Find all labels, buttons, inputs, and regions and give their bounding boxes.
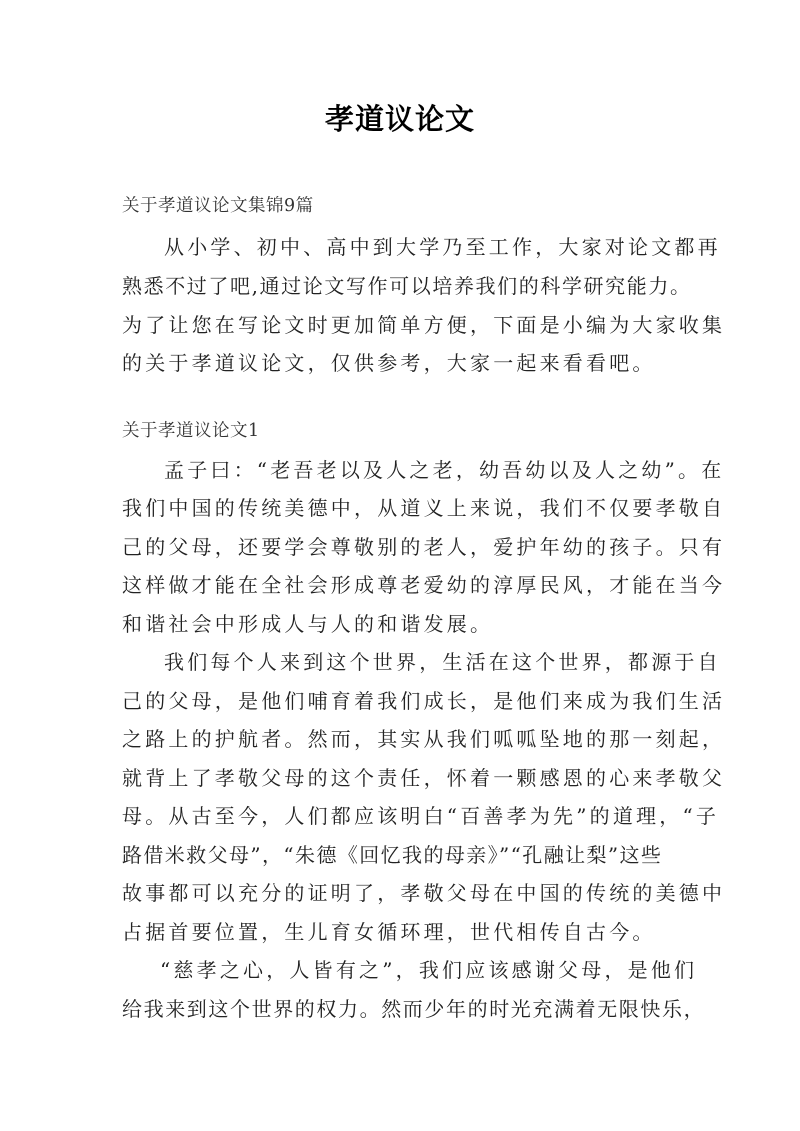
intro-line: 熟悉不过了吧,通过论文写作可以培养我们的科学研究能力。 (122, 274, 692, 298)
intro-line: 的关于孝道议论文，仅供参考，大家一起来看看吧。 (122, 351, 656, 375)
body-line: 己的父母，还要学会尊敬别的老人，爱护年幼的孩子。只有 (122, 535, 726, 559)
body-line: 孟子曰：“老吾老以及人之老，幼吾幼以及人之幼”。在 (164, 458, 725, 482)
body-line: 路借米救父母”，“朱德《回忆我的母亲》”“孔融让梨”这些 (122, 843, 663, 867)
body-line: 这样做才能在全社会形成尊老爱幼的淳厚民风，才能在当今 (122, 573, 726, 597)
body-line: “慈孝之心，人皆有之”，我们应该感谢父母，是他们 (160, 958, 698, 982)
body-line: 之路上的护航者。然而，其实从我们呱呱坠地的那一刻起， (122, 727, 726, 751)
body-line: 己的父母，是他们哺育着我们成长，是他们来成为我们生活 (122, 689, 726, 713)
body-line: 我们每个人来到这个世界，生活在这个世界，都源于自 (164, 650, 721, 674)
body-line: 占据首要位置，生儿育女循环理，世代相传自古今。 (122, 920, 656, 944)
body-line: 和谐社会中形成人与人的和谐发展。 (122, 612, 494, 636)
body-line: 就背上了孝敬父母的这个责任，怀着一颗感恩的心来孝敬父 (122, 766, 726, 790)
collection-heading: 关于孝道议论文集锦9篇 (122, 196, 314, 216)
body-line: 给我来到这个世界的权力。然而少年的时光充满着无限快乐， (122, 997, 706, 1021)
intro-line: 为了让您在写论文时更加简单方便，下面是小编为大家收集 (122, 313, 726, 337)
document-title: 孝道议论文 (324, 102, 475, 136)
section-heading: 关于孝道议论文1 (122, 421, 260, 441)
intro-line: 从小学、初中、高中到大学乃至工作，大家对论文都再 (164, 235, 721, 259)
body-line: 我们中国的传统美德中，从道义上来说，我们不仅要孝敬自 (122, 496, 726, 520)
body-line: 母。从古至今，人们都应该明白“百善孝为先”的道理，“子 (122, 804, 720, 828)
body-line: 故事都可以充分的证明了，孝敬父母在中国的传统的美德中 (122, 881, 726, 905)
